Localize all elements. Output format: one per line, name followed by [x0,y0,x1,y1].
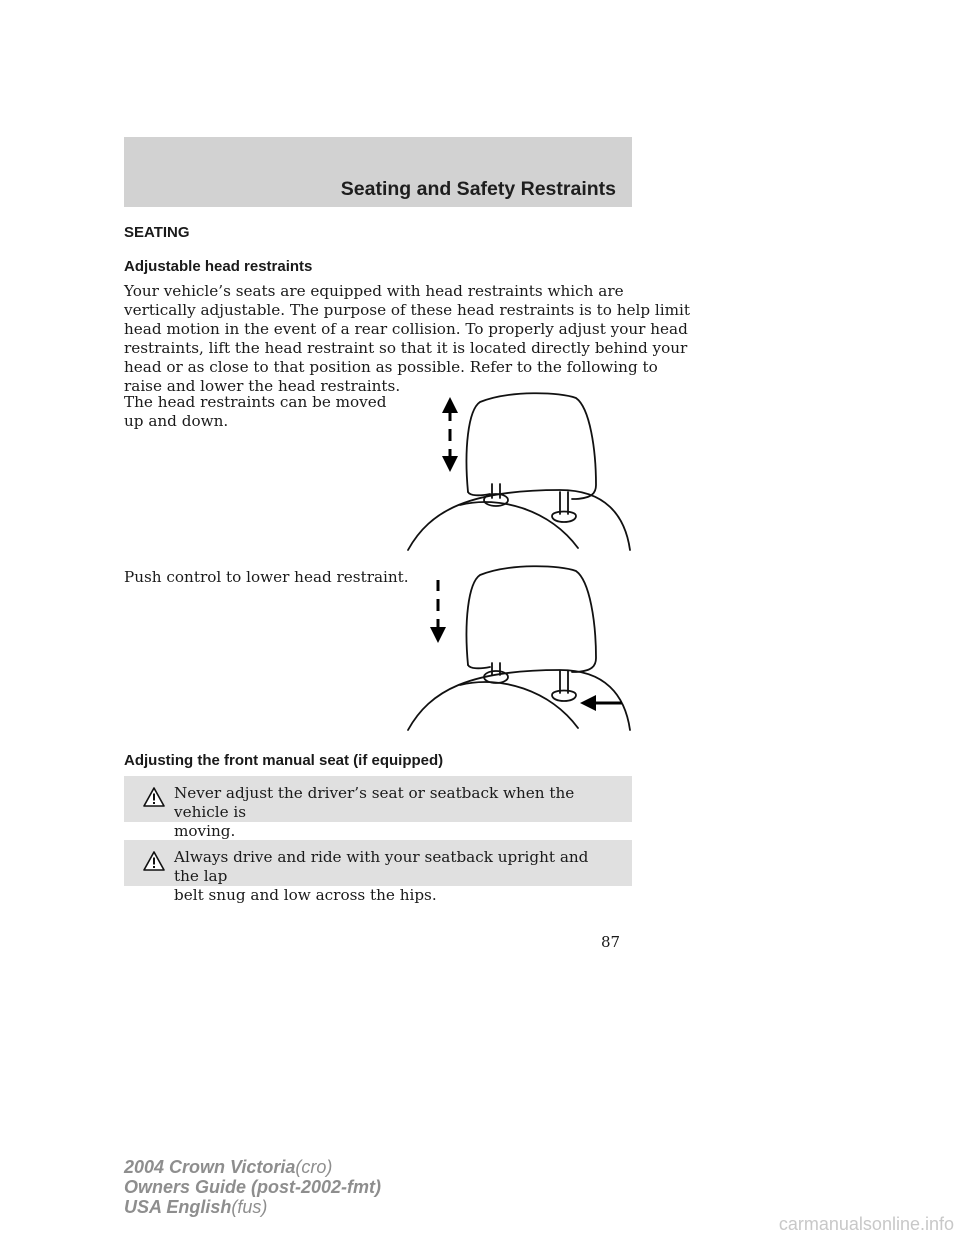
warning-text [174,848,614,905]
text-line: belt snug and low across the hips. [174,886,437,904]
head-restraint-updown-illustration [400,390,640,555]
text-line: up and down. [124,412,229,430]
text-line: restraints, lift the head restraint so that it is located directly behind your [124,339,688,357]
warning-triangle-icon [142,786,166,808]
subsection-title-head-restraints: Adjustable head restraints [124,258,313,275]
document-footer [124,1157,381,1217]
text-line: Your vehicle’s seats are equipped with head restraints which are [124,282,624,300]
warning-text [174,784,614,841]
footer-line-language [124,1197,381,1217]
subsection-title-front-seat: Adjusting the front manual seat (if equipped) [124,752,444,769]
updown-paragraph [124,393,386,431]
text-line: Always drive and ride with your seatback upright and the lap [174,848,589,885]
text-line: Never adjust the driver’s seat or seatback when the vehicle is [174,784,575,821]
footer-line-guide [124,1177,381,1197]
text-line: raise and lower the head restraints. [124,377,401,395]
section-title: SEATING [124,224,190,241]
watermark: carmanualsonline.info [778,1214,954,1234]
text-line: head or as close to that position as possible. Refer to the following to [124,358,658,376]
footer-model: 2004 Crown Victoria [124,1157,296,1177]
text-line: head motion in the event of a rear collision. To properly adjust your head [124,320,688,338]
footer-model-code: (cro) [295,1157,333,1177]
page-number: 87 [601,933,621,951]
footer-language: USA English [124,1197,232,1217]
head-restraint-lower-illustration [400,565,640,735]
chapter-header [124,137,632,207]
warning-box [124,776,632,840]
text-line: The head restraints can be moved [124,393,387,411]
footer-line-model [124,1157,381,1177]
warning-triangle-icon [142,850,166,872]
warning-box [124,840,632,904]
footer-guide: Owners Guide (post-2002-fmt) [124,1177,382,1197]
footer-language-code: (fus) [231,1197,268,1217]
chapter-title: Seating and Safety Restraints [340,178,616,200]
intro-paragraph [124,282,690,396]
text-line: moving. [174,822,236,840]
push-control-text: Push control to lower head restraint. [124,568,409,586]
text-line: vertically adjustable. The purpose of these head restraints is to help limit [124,301,690,319]
